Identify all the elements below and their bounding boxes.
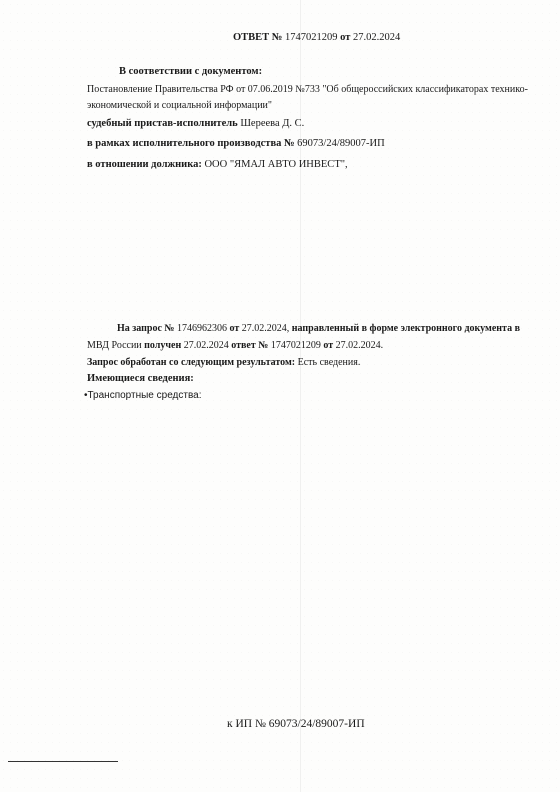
answer-number: 1747021209 <box>284 32 338 43</box>
request-answer-number: 1747021209 <box>270 340 321 351</box>
answer-date: 27.02.2024 <box>353 32 401 43</box>
document-line-2: экономической и социальной информации" <box>87 100 272 111</box>
request-line-1 <box>117 322 520 335</box>
request-answer-label: ответ № <box>231 340 269 351</box>
accordance-heading: В соответствии с документом: <box>119 66 263 77</box>
debtor-name: ООО "ЯМАЛ АВТО ИНВЕСТ", <box>204 159 348 170</box>
bailiff-line <box>87 117 304 130</box>
request-line-2 <box>87 339 383 352</box>
answer-label: ОТВЕТ № <box>233 32 283 43</box>
result-value: Есть сведения. <box>297 357 361 368</box>
request-label: На запрос № <box>117 323 175 334</box>
proceeding-label: в рамках исполнительного производства № <box>87 138 295 149</box>
info-item-vehicles: •Транспортные средства: <box>84 390 202 401</box>
debtor-label: в отношении должника: <box>87 159 202 170</box>
proceeding-line <box>87 137 385 150</box>
proceeding-number: 69073/24/89007-ИП <box>297 138 385 149</box>
info-heading: Имеющиеся сведения: <box>87 373 194 384</box>
request-received-label: получен <box>144 340 182 351</box>
request-date: 27.02.2024, <box>241 323 290 334</box>
bottom-divider <box>8 761 118 762</box>
request-sent-label: направленный в форме электронного документа в <box>291 323 520 334</box>
answer-from-label: от <box>340 32 351 43</box>
debtor-line <box>87 158 348 171</box>
result-label: Запрос обработан со следующим результатом: <box>87 357 296 368</box>
request-answer-date: 27.02.2024. <box>335 340 384 351</box>
answer-header <box>233 31 400 44</box>
request-org: МВД России <box>87 340 142 351</box>
request-received-date: 27.02.2024 <box>183 340 229 351</box>
result-line <box>87 356 360 369</box>
document-line-1: Постановление Правительства РФ от 07.06.2019 №733 "Об общероссийских классификаторах технико- <box>87 84 528 95</box>
request-number: 1746962306 <box>176 323 227 334</box>
footer-reference: к ИП № 69073/24/89007-ИП <box>227 718 365 730</box>
request-from-label: от <box>229 323 240 334</box>
bailiff-label: судебный пристав-исполнитель <box>87 118 238 129</box>
bailiff-name: Шереева Д. С. <box>240 118 305 129</box>
request-answer-from: от <box>323 340 334 351</box>
